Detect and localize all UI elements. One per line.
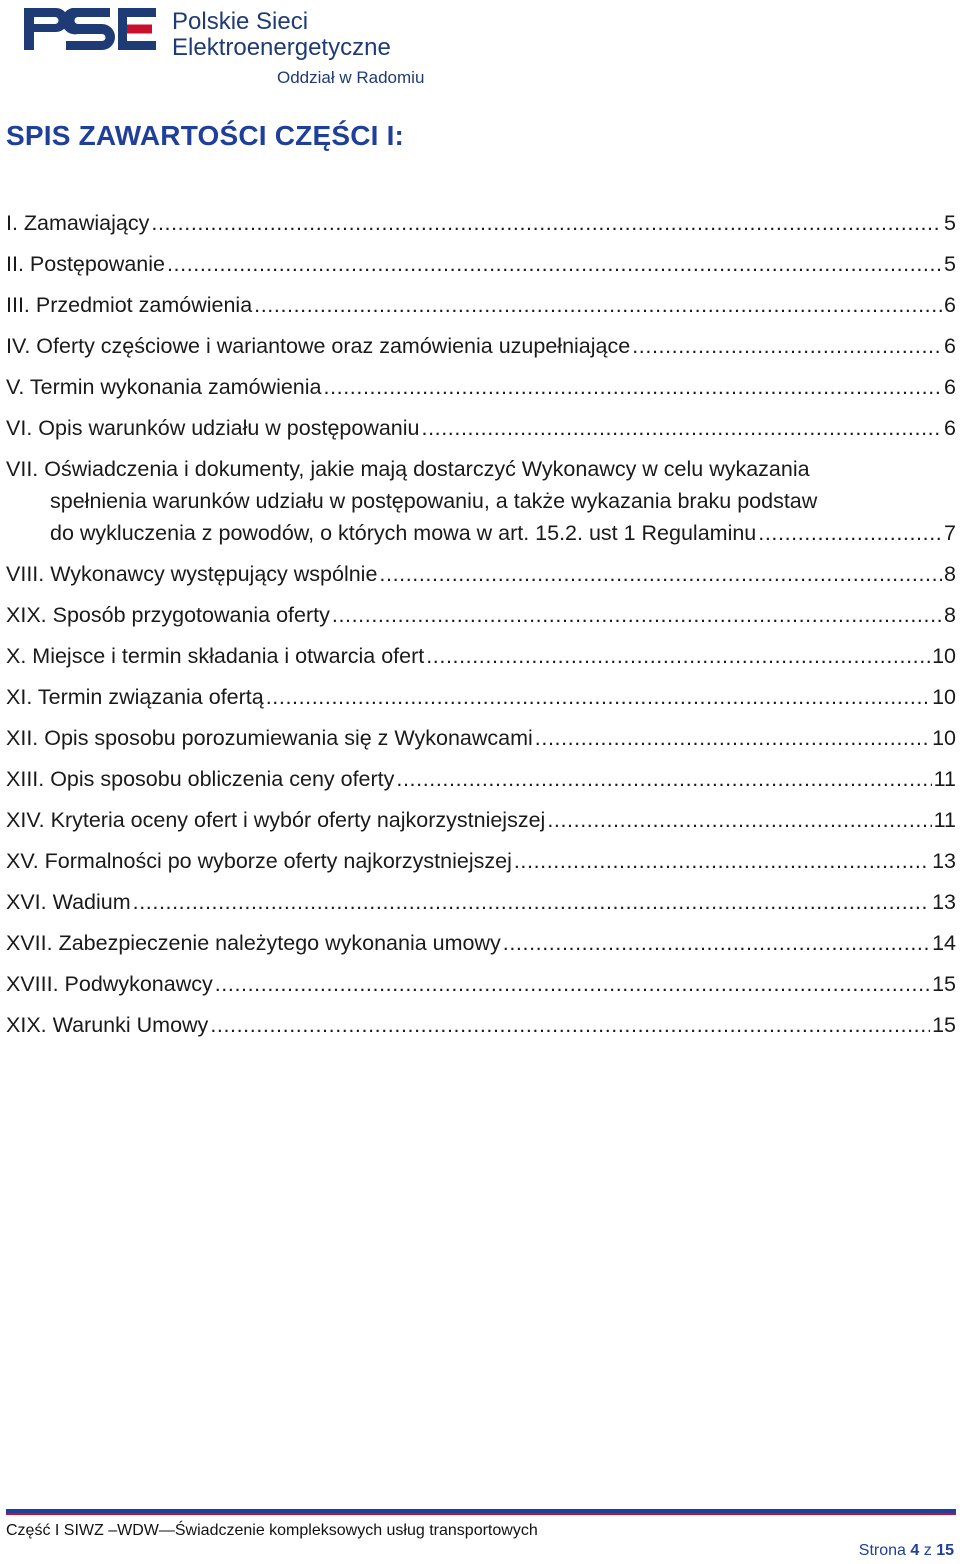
toc-leader-dots — [547, 804, 931, 837]
toc-entry-page: 10 — [932, 644, 956, 668]
toc-entry[interactable] — [6, 640, 956, 681]
toc-entry[interactable] — [6, 1009, 956, 1050]
toc-leader-dots — [503, 927, 930, 960]
toc-entry-page: 5 — [944, 252, 956, 276]
toc-entry-page: 5 — [944, 211, 956, 235]
toc-entry-page: 6 — [944, 416, 956, 440]
toc-entry-page: 7 — [944, 521, 956, 545]
toc-leader-dots — [422, 412, 943, 445]
pse-logo-mark-icon — [22, 4, 162, 54]
toc-entry-label: XIX. Warunki Umowy — [6, 1013, 209, 1037]
toc-leader-dots — [632, 330, 942, 363]
toc-leader-dots — [133, 886, 930, 919]
toc-entry-page: 10 — [932, 685, 956, 709]
toc-entry[interactable] — [6, 968, 956, 1009]
toc-leader-dots — [324, 371, 943, 404]
toc-entry-page: 15 — [932, 972, 956, 996]
toc-entry-label: II. Postępowanie — [6, 252, 165, 276]
toc-leader-dots — [254, 289, 942, 322]
footer-document-title: Część I SIWZ –WDW—Świadczenie kompleksowych usług transportowych — [6, 1522, 538, 1539]
toc-entry[interactable] — [6, 558, 956, 599]
toc-entry-page: 13 — [932, 890, 956, 914]
toc-entry-label: XI. Termin związania ofertą — [6, 685, 264, 709]
toc-entry-label: XIII. Opis sposobu obliczenia ceny oferty — [6, 767, 395, 791]
toc-entry-label-line2: spełnienia warunków udziału w postępowaniu, a także wykazania braku podstaw — [50, 489, 818, 513]
toc-entry[interactable] — [6, 412, 956, 453]
toc-entry[interactable] — [6, 681, 956, 722]
toc-leader-dots — [535, 722, 930, 755]
toc-entry-page: 8 — [944, 603, 956, 627]
toc-leader-dots — [210, 1009, 930, 1042]
toc-entry-page: 6 — [944, 293, 956, 317]
footer-page-sep: z — [923, 1542, 932, 1559]
toc-entry[interactable] — [6, 927, 956, 968]
logo-branch-name: Oddział w Radomiu — [277, 68, 425, 87]
toc-leader-dots — [379, 558, 942, 591]
toc-entry-page: 11 — [933, 767, 956, 791]
toc-leader-dots — [151, 207, 942, 240]
toc-leader-dots — [758, 517, 942, 549]
toc-entry[interactable] — [6, 248, 956, 289]
toc-entry-label: V. Termin wykonania zamówienia — [6, 375, 322, 399]
toc-entry[interactable] — [6, 722, 956, 763]
toc-entry[interactable] — [6, 763, 956, 804]
toc-entry-label: X. Miejsce i termin składania i otwarcia ofert — [6, 644, 425, 668]
toc-leader-dots — [266, 681, 930, 714]
toc-entry-label: VI. Opis warunków udziału w postępowaniu — [6, 416, 420, 440]
toc-entry-label: XV. Formalności po wyborze oferty najkorzystniejszej — [6, 849, 512, 873]
toc-title: SPIS ZAWARTOŚCI CZĘŚCI I: — [6, 120, 405, 151]
toc-entry-page: 6 — [944, 375, 956, 399]
toc-entry-label: XIX. Sposób przygotowania oferty — [6, 603, 330, 627]
toc-entry-label: XII. Opis sposobu porozumiewania się z Wykonawcami — [6, 726, 533, 750]
footer-page-number — [859, 1542, 954, 1560]
toc-entry-label-line1: VII. Oświadczenia i dokumenty, jakie mają dostarczyć Wykonawcy w celu wykazania — [6, 457, 810, 481]
logo-company-line2: Elektroenergetyczne — [172, 34, 391, 61]
toc-entry-label: XVII. Zabezpieczenie należytego wykonania umowy — [6, 931, 501, 955]
pse-logo — [22, 4, 442, 86]
toc-entry-label: XVIII. Podwykonawcy — [6, 972, 213, 996]
footer-page-total: 15 — [936, 1542, 954, 1559]
toc-entry[interactable] — [6, 804, 956, 845]
toc-entry[interactable] — [6, 289, 956, 330]
toc-entry-label: VIII. Wykonawcy występujący wspólnie — [6, 562, 378, 586]
toc-entry-page: 14 — [932, 931, 956, 955]
toc-entry[interactable] — [6, 207, 956, 248]
toc-entry-multiline[interactable] — [6, 453, 956, 558]
toc-entry[interactable] — [6, 599, 956, 640]
toc-entry[interactable] — [6, 330, 956, 371]
toc-leader-dots — [167, 248, 942, 281]
toc-entry-label: I. Zamawiający — [6, 211, 150, 235]
table-of-contents — [6, 207, 956, 1050]
toc-entry-page: 13 — [932, 849, 956, 873]
toc-entry-page: 6 — [944, 334, 956, 358]
toc-leader-dots — [396, 763, 931, 796]
toc-entry-label: IV. Oferty częściowe i wariantowe oraz zamówienia uzupełniające — [6, 334, 631, 358]
footer-page-current: 4 — [910, 1542, 920, 1559]
toc-entry-label: III. Przedmiot zamówienia — [6, 293, 253, 317]
toc-entry-label: XVI. Wadium — [6, 890, 131, 914]
toc-entry[interactable] — [6, 886, 956, 927]
toc-leader-dots — [514, 845, 930, 878]
toc-leader-dots — [215, 968, 930, 1001]
toc-entry-label-line3: do wykluczenia z powodów, o których mowa w art. 15.2. ust 1 Regulaminu — [50, 521, 757, 545]
toc-entry-page: 10 — [932, 726, 956, 750]
toc-leader-dots — [332, 599, 942, 632]
toc-entry-page: 15 — [932, 1013, 956, 1037]
toc-entry-page: 8 — [944, 562, 956, 586]
footer-rule-red — [6, 1513, 956, 1515]
toc-entry-page: 11 — [933, 808, 956, 832]
toc-entry-label: XIV. Kryteria oceny ofert i wybór oferty najkorzystniejszej — [6, 808, 546, 832]
logo-company-line1: Polskie Sieci — [172, 8, 309, 35]
toc-leader-dots — [426, 640, 930, 673]
toc-entry[interactable] — [6, 845, 956, 886]
toc-entry[interactable] — [6, 371, 956, 412]
footer-page-prefix: Strona — [858, 1542, 906, 1559]
